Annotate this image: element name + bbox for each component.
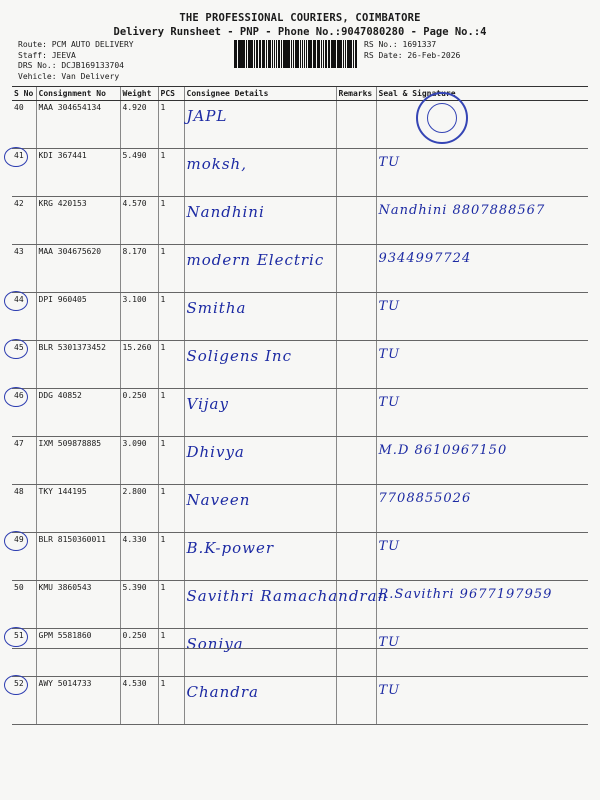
- weight-cell: 3.100: [120, 293, 158, 341]
- sno-cell: 50: [12, 581, 36, 629]
- table-row: [12, 629, 588, 677]
- table-row: [12, 581, 588, 629]
- consignment-cell: BLR 8150360011: [36, 533, 120, 581]
- drs-line: DRS No.: DCJB169133704: [18, 61, 124, 71]
- weight-cell: 15.260: [120, 341, 158, 389]
- consignment-cell: KRG 420153: [36, 197, 120, 245]
- remarks-cell: [336, 389, 376, 437]
- signature-cell: M.D 8610967150: [376, 437, 588, 485]
- circled-mark: [4, 627, 28, 647]
- rs-number: RS No.: 1691337: [364, 40, 437, 49]
- consignment-cell: IXM 509878885: [36, 437, 120, 485]
- sno-cell: 47: [12, 437, 36, 485]
- remarks-cell: [336, 197, 376, 245]
- staff-line: Staff: JEEVA: [18, 50, 76, 60]
- sno-cell: 40: [12, 101, 36, 149]
- barcode-image: [234, 40, 358, 68]
- remarks-cell: [336, 101, 376, 149]
- company-title: THE PROFESSIONAL COURIERS, COIMBATORE: [179, 12, 421, 24]
- col-signature: Seal & Signature: [376, 87, 588, 101]
- consignee-cell: Soligens Inc: [184, 341, 336, 389]
- table-row: [12, 485, 588, 533]
- table-row: [12, 149, 588, 197]
- weight-cell: 0.250: [120, 629, 158, 677]
- serial-number: 44: [14, 295, 24, 304]
- company-seal-stamp: [416, 92, 468, 144]
- sno-cell: [12, 629, 36, 677]
- consignee-cell: Chandra: [184, 677, 336, 725]
- weight-cell: 4.570: [120, 197, 158, 245]
- consignee-cell: Savithri Ramachandran: [184, 581, 336, 629]
- table-bottom-rule: [12, 648, 588, 649]
- circled-mark: [4, 147, 28, 167]
- table-row: [12, 293, 588, 341]
- pcs-cell: 1: [158, 629, 184, 677]
- pcs-cell: 1: [158, 533, 184, 581]
- weight-cell: 4.330: [120, 533, 158, 581]
- circled-mark: [4, 531, 28, 551]
- consignee-cell: B.K-power: [184, 533, 336, 581]
- consignment-cell: TKY 144195: [36, 485, 120, 533]
- pcs-cell: 1: [158, 437, 184, 485]
- col-sno: S No: [12, 87, 36, 101]
- consignment-cell: DPI 960405: [36, 293, 120, 341]
- signature-cell: 7708855026: [376, 485, 588, 533]
- serial-number: 51: [14, 631, 24, 640]
- col-consignment: Consignment No: [36, 87, 120, 101]
- col-weight: Weight: [120, 87, 158, 101]
- signature-cell: TU: [376, 149, 588, 197]
- table-row: [12, 101, 588, 149]
- pcs-cell: 1: [158, 149, 184, 197]
- circled-mark: [4, 291, 28, 311]
- table-row: [12, 197, 588, 245]
- sno-cell: 48: [12, 485, 36, 533]
- consignment-cell: GPM 5581860: [36, 629, 120, 677]
- signature-cell: R.Savithri 9677197959: [376, 581, 588, 629]
- weight-cell: 2.800: [120, 485, 158, 533]
- signature-cell: [376, 101, 588, 149]
- serial-number: 49: [14, 535, 24, 544]
- pcs-cell: 1: [158, 341, 184, 389]
- weight-cell: 4.920: [120, 101, 158, 149]
- weight-cell: 3.090: [120, 437, 158, 485]
- table-header-row: [12, 87, 588, 101]
- sno-cell: 43: [12, 245, 36, 293]
- signature-cell: TU: [376, 293, 588, 341]
- runsheet-number-details: [364, 40, 460, 61]
- circled-mark: [4, 387, 28, 407]
- pcs-cell: 1: [158, 197, 184, 245]
- sno-cell: 42: [12, 197, 36, 245]
- consignment-cell: DDG 40852: [36, 389, 120, 437]
- weight-cell: 5.390: [120, 581, 158, 629]
- circled-mark: [4, 339, 28, 359]
- table-row: [12, 677, 588, 725]
- signature-cell: TU: [376, 677, 588, 725]
- consignee-cell: Nandhini: [184, 197, 336, 245]
- sno-cell: [12, 293, 36, 341]
- serial-number: 45: [14, 343, 24, 352]
- remarks-cell: [336, 677, 376, 725]
- route-details: [18, 40, 134, 82]
- signature-cell: TU: [376, 389, 588, 437]
- remarks-cell: [336, 485, 376, 533]
- serial-number: 41: [14, 151, 24, 160]
- consignment-cell: BLR 5301373452: [36, 341, 120, 389]
- consignment-table: [12, 86, 588, 725]
- pcs-cell: 1: [158, 293, 184, 341]
- pcs-cell: 1: [158, 581, 184, 629]
- table-row: [12, 341, 588, 389]
- remarks-cell: [336, 149, 376, 197]
- circled-mark: [4, 675, 28, 695]
- signature-cell: TU: [376, 341, 588, 389]
- col-pcs: PCS: [158, 87, 184, 101]
- consignment-cell: KMU 3860543: [36, 581, 120, 629]
- consignee-cell: modern Electric: [184, 245, 336, 293]
- table-row: [12, 533, 588, 581]
- table-row: [12, 437, 588, 485]
- consignee-cell: JAPL: [184, 101, 336, 149]
- remarks-cell: [336, 533, 376, 581]
- remarks-cell: [336, 341, 376, 389]
- serial-number: 46: [14, 391, 24, 400]
- consignment-cell: MAA 304654134: [36, 101, 120, 149]
- remarks-cell: [336, 581, 376, 629]
- pcs-cell: 1: [158, 485, 184, 533]
- sno-cell: [12, 389, 36, 437]
- table-row: [12, 245, 588, 293]
- consignee-cell: Vijay: [184, 389, 336, 437]
- signature-cell: 9344997724: [376, 245, 588, 293]
- table-row: [12, 389, 588, 437]
- signature-cell: Nandhini 8807888567: [376, 197, 588, 245]
- weight-cell: 5.490: [120, 149, 158, 197]
- route-line: Route: PCM AUTO DELIVERY: [18, 40, 134, 49]
- remarks-cell: [336, 245, 376, 293]
- col-consignee: Consignee Details: [184, 87, 336, 101]
- sno-cell: [12, 533, 36, 581]
- weight-cell: 8.170: [120, 245, 158, 293]
- vehicle-line: Vehicle: Van Delivery: [18, 71, 120, 81]
- consignment-cell: AWY 5014733: [36, 677, 120, 725]
- sno-cell: [12, 149, 36, 197]
- pcs-cell: 1: [158, 245, 184, 293]
- signature-cell: TU: [376, 533, 588, 581]
- consignment-cell: MAA 304675620: [36, 245, 120, 293]
- weight-cell: 0.250: [120, 389, 158, 437]
- consignee-cell: Dhivya: [184, 437, 336, 485]
- consignee-cell: Soniya: [184, 629, 336, 677]
- remarks-cell: [336, 437, 376, 485]
- pcs-cell: 1: [158, 677, 184, 725]
- sno-cell: [12, 677, 36, 725]
- serial-number: 52: [14, 679, 24, 688]
- consignee-cell: moksh,: [184, 149, 336, 197]
- rs-date: RS Date: 26-Feb-2026: [364, 50, 461, 60]
- consignee-cell: Naveen: [184, 485, 336, 533]
- signature-cell: TU: [376, 629, 588, 677]
- weight-cell: 4.530: [120, 677, 158, 725]
- col-remarks: Remarks: [336, 87, 376, 101]
- remarks-cell: [336, 293, 376, 341]
- sno-cell: [12, 341, 36, 389]
- consignment-cell: KDI 367441: [36, 149, 120, 197]
- consignee-cell: Smitha: [184, 293, 336, 341]
- pcs-cell: 1: [158, 389, 184, 437]
- runsheet-subtitle: Delivery Runsheet - PNP - Phone No.:9047080280 - Page No.:4: [113, 26, 487, 38]
- pcs-cell: 1: [158, 101, 184, 149]
- remarks-cell: [336, 629, 376, 677]
